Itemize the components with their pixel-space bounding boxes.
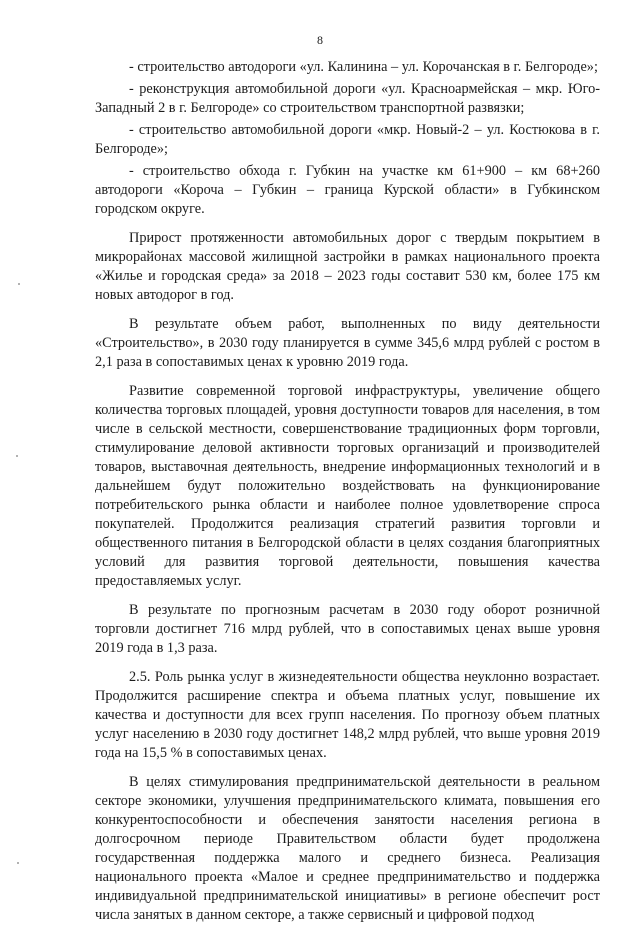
bullet-noviy-2-road: - строительство автомобильной дороги «мкр. Новый-2 – ул. Костюкова в г. Белгороде»; bbox=[95, 122, 600, 157]
page-number: 8 bbox=[317, 33, 323, 47]
paragraph-retail-turnover: В результате по прогнозным расчетам в 2030 году оборот розничной торговли достигнет 716 млрд рублей, что в сопоставимых ценах выше уровня 2019 года в 1,3 раза. bbox=[95, 602, 600, 656]
bullet-krasnoarmeyskaya-road: - реконструкция автомобильной дороги «ул. Красноармейская – мкр. Юго-Западный 2 в г. Белгороде» со строительством транспортной развязки; bbox=[95, 81, 600, 116]
paragraph-construction-volume: В результате объем работ, выполненных по виду деятельности «Строительство», в 2030 году планируется в сумме 345,6 млрд рублей с ростом в 2,1 раза в сопоставимых ценах к уровню 2019 года. bbox=[95, 316, 600, 370]
document-body bbox=[95, 58, 600, 925]
scan-speck bbox=[17, 862, 19, 864]
paragraph-small-business: В целях стимулирования предпринимательской деятельности в реальном секторе экономики, улучшения предпринимательского климата, повышения его конкурентоспособности и обеспечения занятости населения региона в долгосрочном периоде Правительством области будет продолжена государственная поддержка малого и среднего бизнеса. Реализация национального проекта «Малое и среднее предпринимательство и поддержка индивидуальной предпринимательской инициативы» в регионе обеспечит рост числа занятых в данном секторе, а также сервисный и цифровой подход bbox=[95, 774, 600, 923]
scan-speck bbox=[18, 283, 20, 285]
paragraph-road-growth: Прирост протяженности автомобильных дорог с твердым покрытием в микрорайонах массовой жилищной застройки в рамках национального проекта «Жилье и городская среда» за 2018 – 2023 годы составит 530 км, более 175 км новых автодорог в год. bbox=[95, 230, 600, 303]
paragraph-services-market: 2.5. Роль рынка услуг в жизнедеятельности общества неуклонно возрастает. Продолжится расширение спектра и объема платных услуг, повышение их качества и доступности для всех групп населения. По прогнозу объем платных услуг населению в 2030 году достигнет 148,2 млрд рублей, что выше уровня 2019 года на 15,5 % в сопоставимых ценах. bbox=[95, 669, 600, 761]
bullet-kalinina-road: - строительство автодороги «ул. Калинина – ул. Корочанская в г. Белгороде»; bbox=[129, 59, 598, 75]
paragraph-trade-infrastructure: Развитие современной торговой инфраструктуры, увеличение общего количества торговых площадей, уровня доступности товаров для населения, в том числе в сельской местности, совершенствование традиционных форм торговли, стимулирование деловой активности торговых организаций и производителей товаров, выставочная деятельность, внедрение информационных технологий и в дальнейшем будут положительно воздействовать на функционирование потребительского рынка области и наиболее полное удовлетворение спроса покупателей. Продолжится реализация стратегий развития торговли и общественного питания в Белгородской области в целях создания благоприятных условий для развития торговой деятельности, повышения качества предоставляемых услуг. bbox=[95, 383, 600, 589]
bullet-gubkin-bypass: - строительство обхода г. Губкин на участке км 61+900 – км 68+260 автодороги «Короча – Губкин – граница Курской области» в Губкинском городском округе. bbox=[95, 163, 600, 217]
scan-speck bbox=[16, 455, 18, 457]
